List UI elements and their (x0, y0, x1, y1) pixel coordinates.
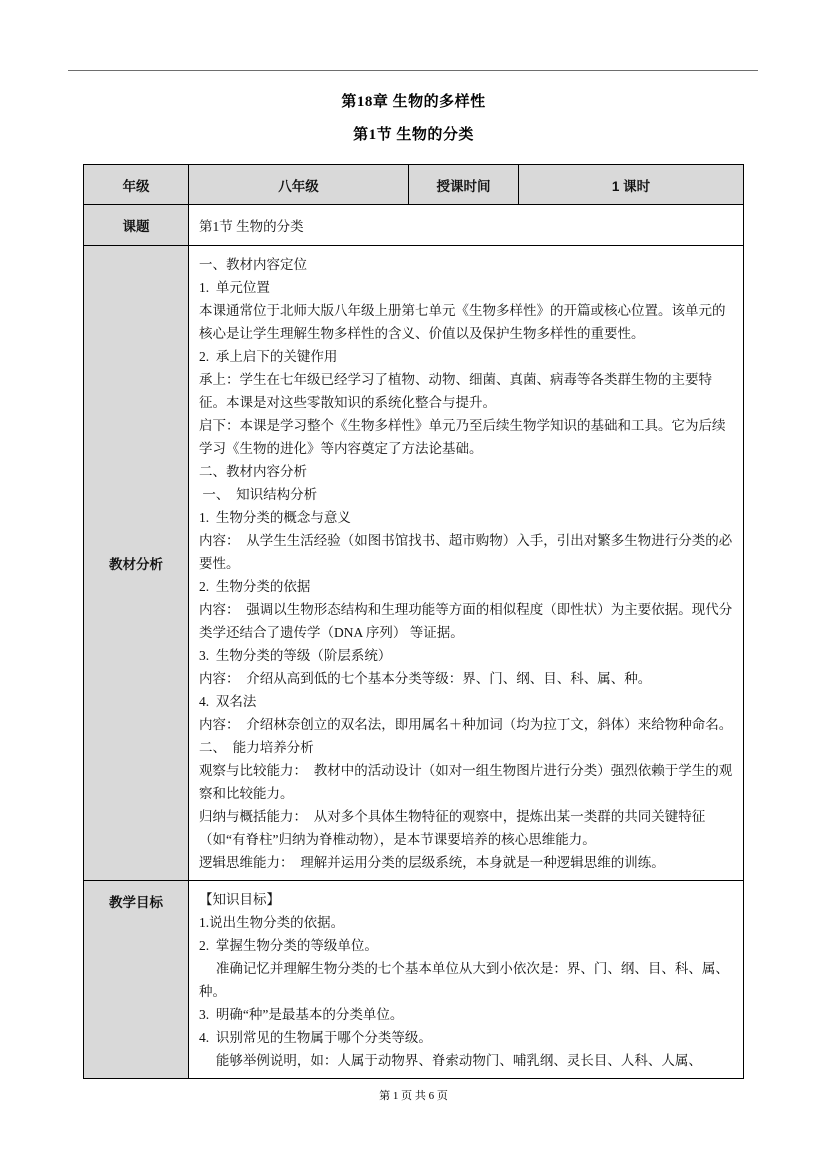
paragraph-line: 一、 知识结构分析 (199, 487, 318, 502)
table-row-teaching-objectives (84, 881, 744, 1079)
paragraph-line: 本课通常位于北师大版八年级上册第七单元《生物多样性》的开篇或核心位置。该单元的核心是让学生理解生物多样性的含义、价值以及保护生物多样性的重要性。 (199, 303, 726, 341)
paragraph-line: 归纳与概括能力： 从对多个具体生物特征的观察中，提炼出某一类群的共同关键特征（如“有脊柱”归纳为脊椎动物），是本节课要培养的核心思维能力。 (199, 809, 706, 847)
lesson-plan-table (83, 164, 744, 1079)
page-footer: 第 1 页 共 6 页 (379, 1090, 448, 1102)
paragraph-line: 1.说出生物分类的依据。 (199, 915, 345, 930)
paragraph-line: 内容： 介绍林奈创立的双名法，即用属名＋种加词（均为拉丁文，斜体）来给物种命名。 (199, 717, 733, 732)
table-row-grade-time (84, 165, 744, 205)
paragraph-line: 4. 识别常见的生物属于哪个分类等级。 (199, 1030, 432, 1045)
chapter-title: 第18章 生物的多样性 (341, 94, 486, 110)
page-header-rule (68, 70, 758, 71)
paragraph-line: 逻辑思维能力： 理解并运用分类的层级系统，本身就是一种逻辑思维的训练。 (199, 855, 665, 870)
paragraph-line: 3. 明确“种”是最基本的分类单位。 (199, 1007, 404, 1022)
paragraph-line: 1. 单元位置 (199, 280, 270, 295)
grade-label-cell: 年级 (84, 165, 189, 205)
grade-value-cell: 八年级 (189, 165, 409, 205)
paragraph-line: 观察与比较能力： 教材中的活动设计（如对一组生物图片进行分类）强烈依赖于学生的观察和比较能力。 (199, 763, 733, 801)
paragraph-line: 内容： 强调以生物形态结构和生理功能等方面的相似程度（即性状）为主要依据。现代分类学还结合了遗传学（DNA 序列） 等证据。 (199, 602, 733, 640)
paragraph-line: 2. 生物分类的依据 (199, 579, 311, 594)
paragraph-line: 【知识目标】 (199, 892, 280, 907)
material-analysis-content-cell (189, 246, 744, 881)
teaching-objectives-label-cell: 教学目标 (84, 881, 189, 1079)
paragraph-line: 能够举例说明，如：人属于动物界、脊索动物门、哺乳纲、灵长目、人科、人属、 (199, 1053, 702, 1068)
paragraph-line: 二、教材内容分析 (199, 464, 307, 479)
paragraph-line: 内容： 从学生生活经验（如图书馆找书、超市购物）入手，引出对繁多生物进行分类的必要性。 (199, 533, 733, 571)
time-label-cell: 授课时间 (409, 165, 519, 205)
paragraph-line: 内容： 介绍从高到低的七个基本分类等级：界、门、纲、目、科、属、种。 (199, 671, 652, 686)
paragraph-line: 2. 掌握生物分类的等级单位。 (199, 938, 378, 953)
paragraph-line: 一、教材内容定位 (199, 257, 307, 272)
paragraph-line: 二、 能力培养分析 (199, 740, 314, 755)
paragraph-line: 3. 生物分类的等级（阶层系统） (199, 648, 392, 663)
table-row-topic (84, 205, 744, 246)
material-analysis-label-cell: 教材分析 (84, 246, 189, 881)
paragraph-line: 承上：学生在七年级已经学习了植物、动物、细菌、真菌、病毒等各类群生物的主要特征。本课是对这些零散知识的系统化整合与提升。 (199, 372, 712, 410)
paragraph-line: 2. 承上启下的关键作用 (199, 349, 338, 364)
teaching-objectives-content-cell (189, 881, 744, 1079)
table-row-material-analysis (84, 246, 744, 881)
paragraph-line: 1. 生物分类的概念与意义 (199, 510, 351, 525)
section-title: 第1节 生物的分类 (353, 127, 474, 143)
paragraph-line: 4. 双名法 (199, 694, 257, 709)
paragraph-line: 准确记忆并理解生物分类的七个基本单位从大到小依次是：界、门、纲、目、科、属、种。 (199, 961, 729, 999)
paragraph-line: 启下：本课是学习整个《生物多样性》单元乃至后续生物学知识的基础和工具。它为后续学习《生物的进化》等内容奠定了方法论基础。 (199, 418, 726, 456)
document-titles (0, 0, 827, 144)
topic-label-cell: 课题 (84, 205, 189, 246)
time-value-cell: 1 课时 (519, 165, 744, 205)
topic-value-cell: 第1节 生物的分类 (189, 205, 744, 246)
